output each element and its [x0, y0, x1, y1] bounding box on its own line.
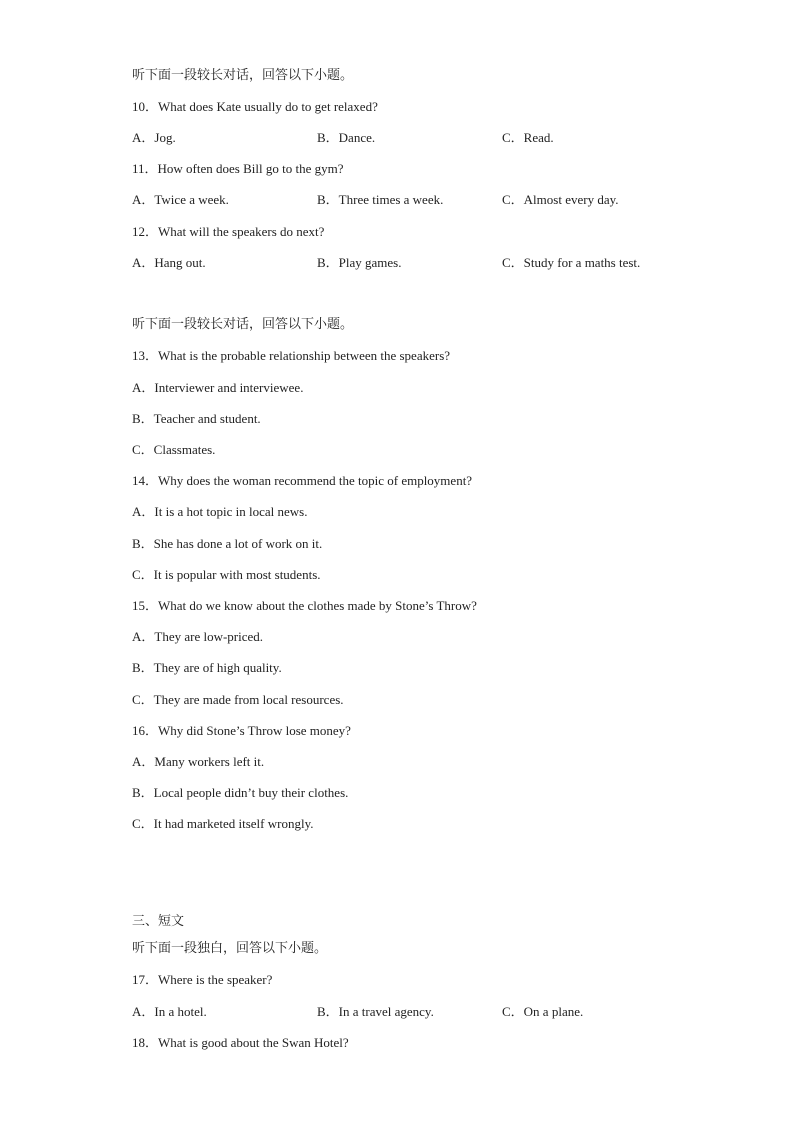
q17-option-a: A．In a hotel. — [132, 1004, 207, 1019]
q12-option-b: B．Play games. — [317, 255, 402, 270]
question-16: 16．Why did Stone’s Throw lose money? — [132, 723, 351, 738]
question-15: 15．What do we know about the clothes made by Stone’s Throw? — [132, 598, 477, 613]
q11-option-b: B．Three times a week. — [317, 192, 444, 207]
question-13: 13．What is the probable relationship between the speakers? — [132, 348, 451, 363]
question-10: 10．What does Kate usually do to get relaxed? — [132, 99, 378, 114]
q15-option-b: B．They are of high quality. — [132, 660, 282, 675]
q12-option-c: C．Study for a maths test. — [502, 255, 641, 270]
q11-option-c: C．Almost every day. — [502, 192, 619, 207]
question-11: 11．How often does Bill go to the gym? — [132, 161, 344, 176]
q14-option-a: A．It is a hot topic in local news. — [132, 504, 308, 519]
q16-option-c: C．It had marketed itself wrongly. — [132, 816, 314, 831]
q16-option-a: A．Many workers left it. — [132, 754, 265, 769]
section-intro: 听下面一段较长对话，回答以下小题。 — [132, 317, 354, 332]
q13-option-a: A．Interviewer and interviewee. — [132, 380, 304, 395]
q10-option-c: C．Read. — [502, 130, 554, 145]
question-14: 14．Why does the woman recommend the topic of employment? — [132, 473, 473, 488]
q14-option-c: C．It is popular with most students. — [132, 567, 321, 582]
q14-option-b: B．She has done a lot of work on it. — [132, 536, 323, 551]
q11-option-a: A．Twice a week. — [132, 192, 229, 207]
question-17: 17．Where is the speaker? — [132, 972, 273, 987]
q17-option-c: C．On a plane. — [502, 1004, 584, 1019]
section-intro: 听下面一段独白，回答以下小题。 — [132, 941, 328, 956]
q17-option-b: B．In a travel agency. — [317, 1004, 434, 1019]
section-intro: 听下面一段较长对话，回答以下小题。 — [132, 68, 354, 83]
q12-option-a: A．Hang out. — [132, 255, 206, 270]
q15-option-a: A．They are low-priced. — [132, 629, 264, 644]
question-18: 18．What is good about the Swan Hotel? — [132, 1035, 349, 1050]
q15-option-c: C．They are made from local resources. — [132, 692, 344, 707]
question-12: 12．What will the speakers do next? — [132, 224, 325, 239]
q13-option-c: C．Classmates. — [132, 442, 216, 457]
q10-option-b: B．Dance. — [317, 130, 376, 145]
q10-option-a: A．Jog. — [132, 130, 176, 145]
section-title: 三、短文 — [132, 914, 185, 929]
q16-option-b: B．Local people didn’t buy their clothes. — [132, 785, 349, 800]
q13-option-b: B．Teacher and student. — [132, 411, 261, 426]
